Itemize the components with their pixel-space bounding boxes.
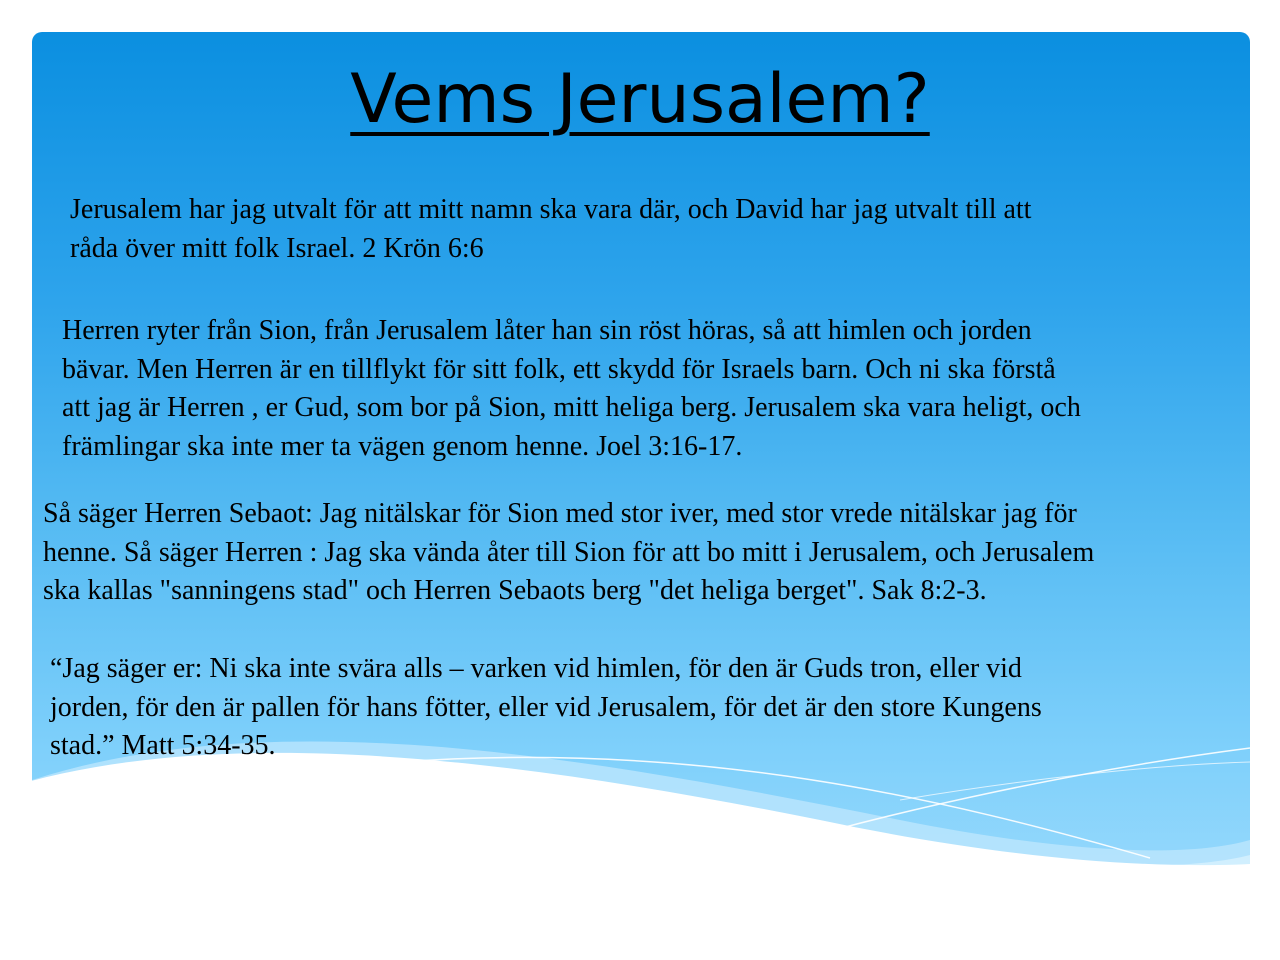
verse-joel [62, 312, 1252, 466]
verse-line: bävar. Men Herren är en tillflykt för sitt folk, ett skydd för Israels barn. Och ni ska förstå [62, 353, 1056, 385]
verse-matt [50, 650, 1230, 766]
verse-line: att jag är Herren , er Gud, som bor på Sion, mitt heliga berg. Jerusalem ska vara heligt, och [62, 392, 1081, 423]
verse-line: Jerusalem har jag utvalt för att mitt namn ska vara där, och David har jag utvalt till att [70, 194, 1032, 225]
slide-title: Vems Jerusalem? [350, 60, 930, 139]
verse-line: främlingar ska inte mer ta vägen genom henne. Joel 3:16-17. [62, 430, 743, 462]
verse-2-kron [70, 191, 1220, 268]
verse-line: råda över mitt folk Israel. 2 Krön 6:6 [70, 232, 484, 264]
verse-line: Herren ryter från Sion, från Jerusalem låter han sin röst höras, så att himlen och jorden [62, 315, 1032, 346]
verse-line: stad.” Matt 5:34-35. [50, 730, 276, 761]
verse-line: jorden, för den är pallen för hans fötter, eller vid Jerusalem, för det är den store Kungens [50, 691, 1042, 723]
verse-line: henne. Så säger Herren : Jag ska vända åter till Sion för att bo mitt i Jerusalem, och Jerusalem [43, 536, 1095, 568]
verse-sak [43, 495, 1258, 611]
verse-line: Så säger Herren Sebaot: Jag nitälskar för Sion med stor iver, med stor vrede nitälskar jag för [43, 498, 1077, 529]
verse-line: ska kallas "sanningens stad" och Herren Sebaots berg "det heliga berget". Sak 8:2-3. [43, 575, 987, 606]
verse-line: “Jag säger er: Ni ska inte svära alls – varken vid himlen, för den är Guds tron, eller vid [50, 653, 1022, 684]
wave-line-3 [900, 762, 1250, 800]
